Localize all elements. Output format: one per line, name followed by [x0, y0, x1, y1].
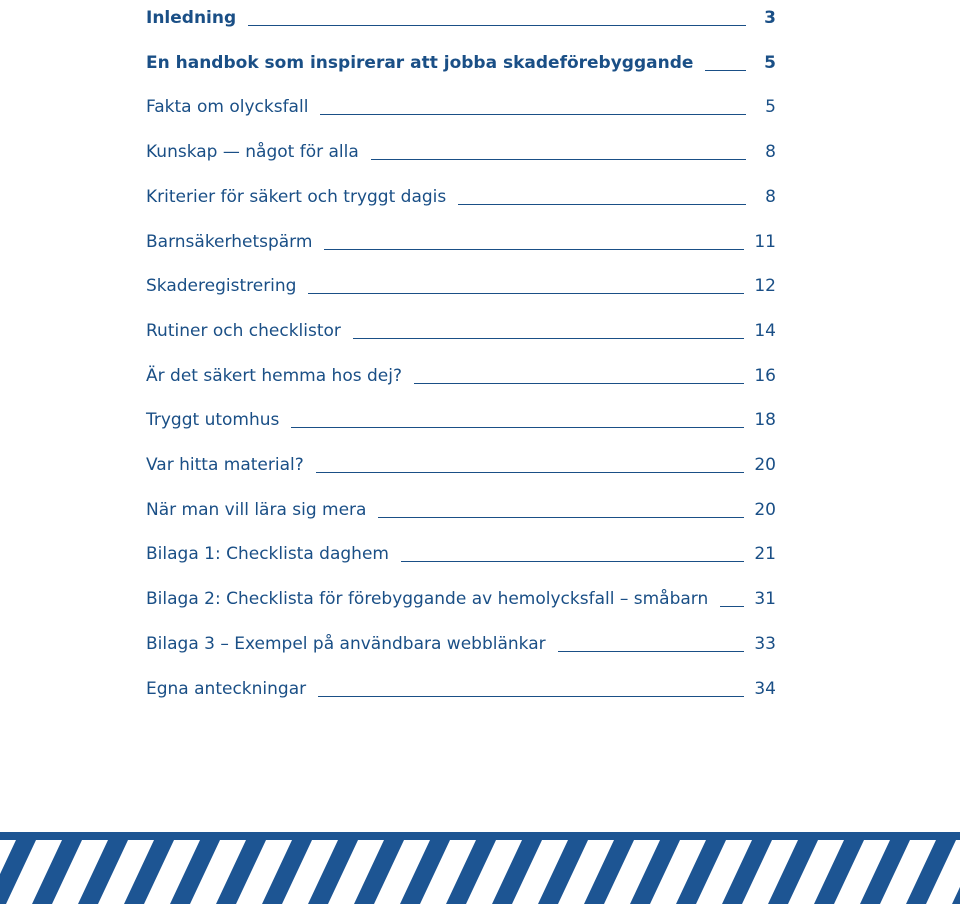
toc-entry-title: Fakta om olycksfall [146, 97, 309, 118]
toc-entry[interactable] [146, 45, 776, 73]
toc-leader-line [371, 159, 746, 160]
toc-entry-page-number: 16 [754, 365, 776, 386]
toc-entry[interactable] [146, 671, 776, 699]
toc-entry-title: Egna anteckningar [146, 678, 307, 699]
toc-entry[interactable] [146, 134, 776, 162]
toc-entry-title: Barnsäkerhetspärm [146, 231, 313, 252]
toc-leader-line [705, 70, 746, 71]
toc-entry-page-number: 20 [754, 455, 776, 475]
toc-leader-line [291, 427, 744, 428]
toc-leader-line [414, 383, 744, 384]
toc-entry[interactable] [146, 313, 776, 341]
toc-entry[interactable] [146, 581, 776, 609]
toc-entry-page-number: 20 [754, 499, 776, 520]
toc-entry-title: Skaderegistrering [146, 276, 297, 297]
toc-entry[interactable] [146, 89, 776, 117]
toc-entry[interactable] [146, 224, 776, 252]
toc-entry[interactable] [146, 402, 776, 430]
toc-entry-page-number: 8 [765, 186, 776, 207]
toc-entry-page-number: 33 [754, 633, 776, 654]
toc-entry[interactable] [146, 626, 776, 654]
toc-leader-line [378, 517, 744, 518]
toc-entry[interactable] [146, 0, 776, 28]
toc-entry[interactable] [146, 536, 776, 564]
toc-leader-line [308, 293, 744, 294]
toc-entry-title: Bilaga 1: Checklista daghem [146, 544, 389, 565]
toc-entry-title: Kriterier för säkert och tryggt dagis [146, 186, 447, 207]
toc-entry-page-number: 14 [754, 320, 776, 341]
toc-leader-line [353, 338, 744, 339]
toc-entry-page-number: 31 [754, 589, 776, 610]
toc-entry[interactable] [146, 179, 776, 207]
toc-entry-title: Rutiner och checklistor [146, 320, 341, 341]
toc-leader-line [458, 204, 746, 205]
toc-entry-page-number: 11 [754, 231, 776, 252]
toc-entry-title: Är det säkert hemma hos dej? [146, 365, 402, 386]
toc-entry-title: Kunskap — något för alla [146, 142, 359, 163]
toc-entry-page-number: 8 [765, 142, 776, 163]
toc-leader-line [320, 114, 746, 115]
hazard-stripe-band [0, 832, 960, 904]
toc-entry-page-number: 21 [754, 544, 776, 565]
toc-entry-page-number: 18 [754, 410, 776, 431]
toc-entry-page-number: 5 [765, 97, 776, 118]
toc-entry[interactable] [146, 447, 776, 475]
toc-entry-title: Bilaga 2: Checklista för förebyggande av hemolycksfall – småbarn [146, 589, 709, 610]
toc-entry-title: När man vill lära sig mera [146, 499, 367, 520]
toc-leader-line [401, 561, 744, 562]
toc-entry[interactable] [146, 492, 776, 520]
toc-leader-line [248, 25, 746, 26]
toc-entry-title: Tryggt utomhus [146, 410, 280, 431]
toc-entry-title: En handbok som inspirerar att jobba skadeförebyggande [146, 52, 694, 73]
toc-entry-title: Inledning [146, 8, 237, 28]
toc-leader-line [558, 651, 745, 652]
toc-entry-page-number: 3 [764, 8, 776, 28]
toc-leader-line [324, 249, 744, 250]
toc-entry-page-number: 12 [754, 276, 776, 297]
toc-leader-line [720, 606, 744, 607]
toc-leader-line [316, 472, 745, 473]
toc-entry-title: Bilaga 3 – Exempel på användbara webblänkar [146, 633, 546, 654]
toc-entry-page-number: 5 [764, 52, 776, 73]
toc-entry[interactable] [146, 358, 776, 386]
toc-entry-title: Var hitta material? [146, 455, 304, 475]
toc-leader-line [318, 696, 744, 697]
toc-entry[interactable] [146, 268, 776, 296]
toc-entry-page-number: 34 [754, 678, 776, 699]
